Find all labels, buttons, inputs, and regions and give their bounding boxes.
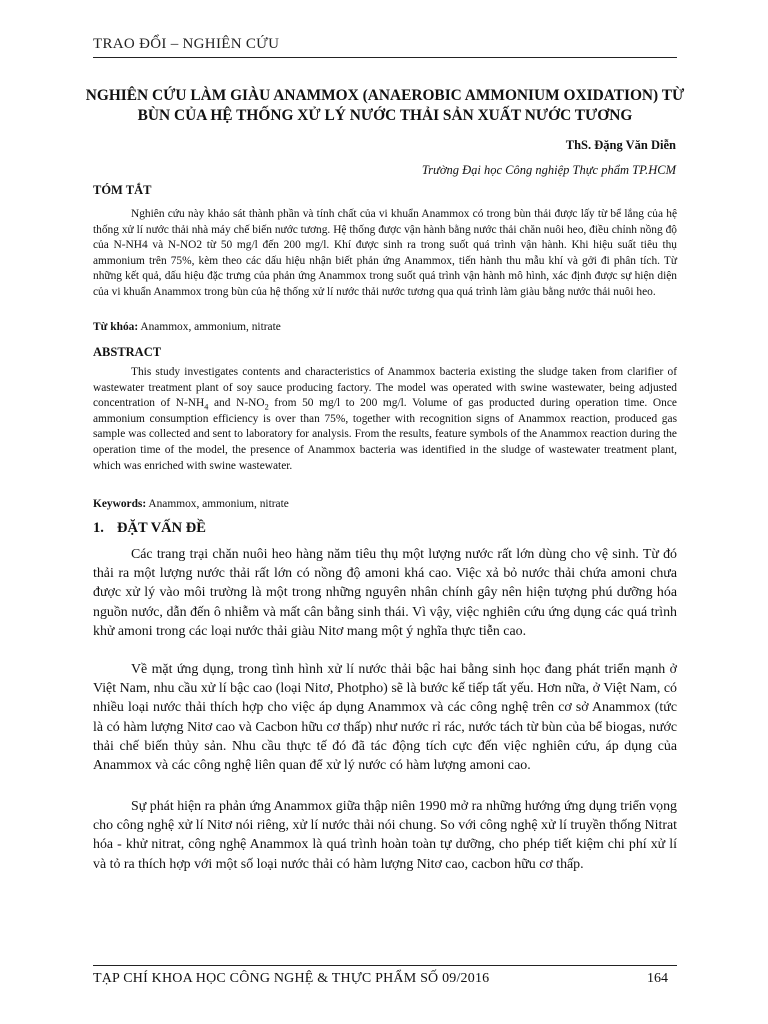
body-paragraph-3: Sự phát hiện ra phản ứng Anammox giữa thập niên 1990 mở ra những hướng ứng dụng triển vọng cho công nghệ xử lí Nitơ nói riêng, xử lí nước thải nói chung. So với công nghệ xử lí truyền thống Nitrat hóa - khử nitrat, công nghệ Anammox là quá trình hoàn toàn tự dưỡng, cho phép tiết kiệm chi phí xử lí và tỏ ra thích hợp với một số loại nước thải có hàm lượng Nitơ cao, cacbon hữu cơ thấp. bbox=[93, 799, 677, 872]
vn-keywords-label: Từ khóa: bbox=[93, 321, 139, 333]
section-heading bbox=[93, 520, 206, 537]
abstract-text-part-2: and N-NO bbox=[208, 397, 265, 410]
section-number: 1. bbox=[93, 520, 104, 536]
abstract-paragraph bbox=[93, 365, 677, 474]
abstract-text-part-3: from 50 mg/l to 200 mg/l. Volume of gas producted during operation time. Once ammonium consumption efficiency is over than 75%, together with recognition signs of Anammox reaction, produced gas sample was collected and sent to laboratory for analysis. From the results, feature symbols of the Anammox reaction during the operation time of the model, the presence of Anammox bacteria was identified in the sludge of wastewater treatment plant, which was enriched with swine wastewater. bbox=[93, 397, 677, 472]
summary-paragraph: Nghiên cứu này khảo sát thành phần và tính chất của vi khuẩn Anammox có trong bùn thải được lấy từ bể lắng của hệ thống xử lí nước thải nhà máy chế biến nước tương. Hệ thống được vận hành bằng nước thải chăn nuôi heo, điều chỉnh nồng độ của N-NH4 và N-NO2 từ 50 mg/l đến 200 mg/l. Khí được sinh ra trong suốt quá trình vận hành. Khi hiệu suất tiêu thụ ammonium trên 75%, kèm theo các dấu hiệu nhận biết phản ứng Anammox, tiến hành thu mẫu khí và gởi đi phân tích. Từ những kết quả, dấu hiệu đặc trưng của phản ứng Anammox trong suốt quá trình vận hành mô hình, xác định được sự hiện diện của vi khuẩn Anammox trong bùn của hệ thống xử lí nước thải nước tương qua quá trình làm giàu bằng nước thải nuôi heo. bbox=[93, 208, 677, 298]
summary-heading: TÓM TẮT bbox=[93, 183, 152, 197]
abstract-heading: ABSTRACT bbox=[93, 345, 162, 359]
author-name: ThS. Đặng Văn Diễn bbox=[565, 138, 676, 152]
header-divider bbox=[93, 57, 677, 58]
page-number: 164 bbox=[647, 971, 668, 986]
abstract-subscript-nh4: 4 bbox=[204, 402, 209, 412]
abstract-subscript-no2: 2 bbox=[264, 402, 269, 412]
journal-footer: TẠP CHÍ KHOA HỌC CÔNG NGHỆ & THỰC PHẨM SỐ 09/2016 bbox=[93, 971, 490, 986]
vn-keywords-value: Anammox, ammonium, nitrate bbox=[138, 321, 281, 333]
vn-keywords bbox=[93, 321, 677, 333]
body-paragraph-1: Các trang trại chăn nuôi heo hàng năm tiêu thụ một lượng nước rất lớn dùng cho vệ sinh. Từ đó thải ra một lượng nước thải rất lớn có nồng độ amoni khá cao. Việc xả bỏ nước thải chứa amoni chưa được xử lý vào môi trường là một trong những nguyên nhân chính gây nên hiện tượng phú dưỡng hóa nguồn nước, dẫn đến ô nhiễm và mất cân bằng sinh thái. Vì vậy, việc nghiên cứu ứng dụng các quá trình khử amoni trong các loại nước thải giàu Nitơ mang một ý nghĩa thực tiễn cao. bbox=[93, 547, 677, 639]
en-keywords bbox=[93, 498, 677, 510]
article-title: NGHIÊN CỨU LÀM GIÀU ANAMMOX (ANAEROBIC AMMONIUM OXIDATION) TỪ BÙN CỦA HỆ THỐNG XỬ LÝ NƯỚC THẢI SẢN XUẤT NƯỚC TƯƠNG bbox=[85, 87, 685, 124]
author-affiliation: Trường Đại học Công nghiệp Thực phẩm TP.HCM bbox=[421, 163, 676, 177]
section-title: ĐẶT VẤN ĐỀ bbox=[117, 520, 206, 536]
abstract-text-part-1: This study investigates contents and characteristics of Anammox bacteria existing the sludge taken from clarifier of wastewater treatment plant of soy sauce producing factory. The model was operated with swine wastewater, being adjusted concentration of N-NH bbox=[93, 366, 677, 410]
en-keywords-value: Anammox, ammonium, nitrate bbox=[146, 498, 289, 510]
running-header: TRAO ĐỔI – NGHIÊN CỨU bbox=[93, 36, 280, 52]
en-keywords-label: Keywords: bbox=[93, 498, 147, 510]
body-paragraph-2: Về mặt ứng dụng, trong tình hình xử lí nước thải bậc hai bằng sinh học đang phát triển mạnh ở Việt Nam, nhu cầu xử lí bậc cao (loại Nitơ, Photpho) sẽ là bước kế tiếp tất yếu. Hơn nữa, ở Việt Nam, có nhiều loại nước thải thích hợp cho việc áp dụng Anammox và các công nghệ trên cơ sở Anammox (tức là có hàm lượng Nitơ cao và Cacbon hữu cơ thấp) như nước rỉ rác, nước tách từ bùn của bể biogas, nước thải chế biến thủy sản. Nhu cầu thực tế đó đã tác động tích cực đến việc nghiên cứu, áp dụng của Anammox và các công nghệ liên quan để xử lý nước có hàm lượng amoni cao. bbox=[93, 662, 677, 774]
footer-divider bbox=[93, 965, 677, 966]
